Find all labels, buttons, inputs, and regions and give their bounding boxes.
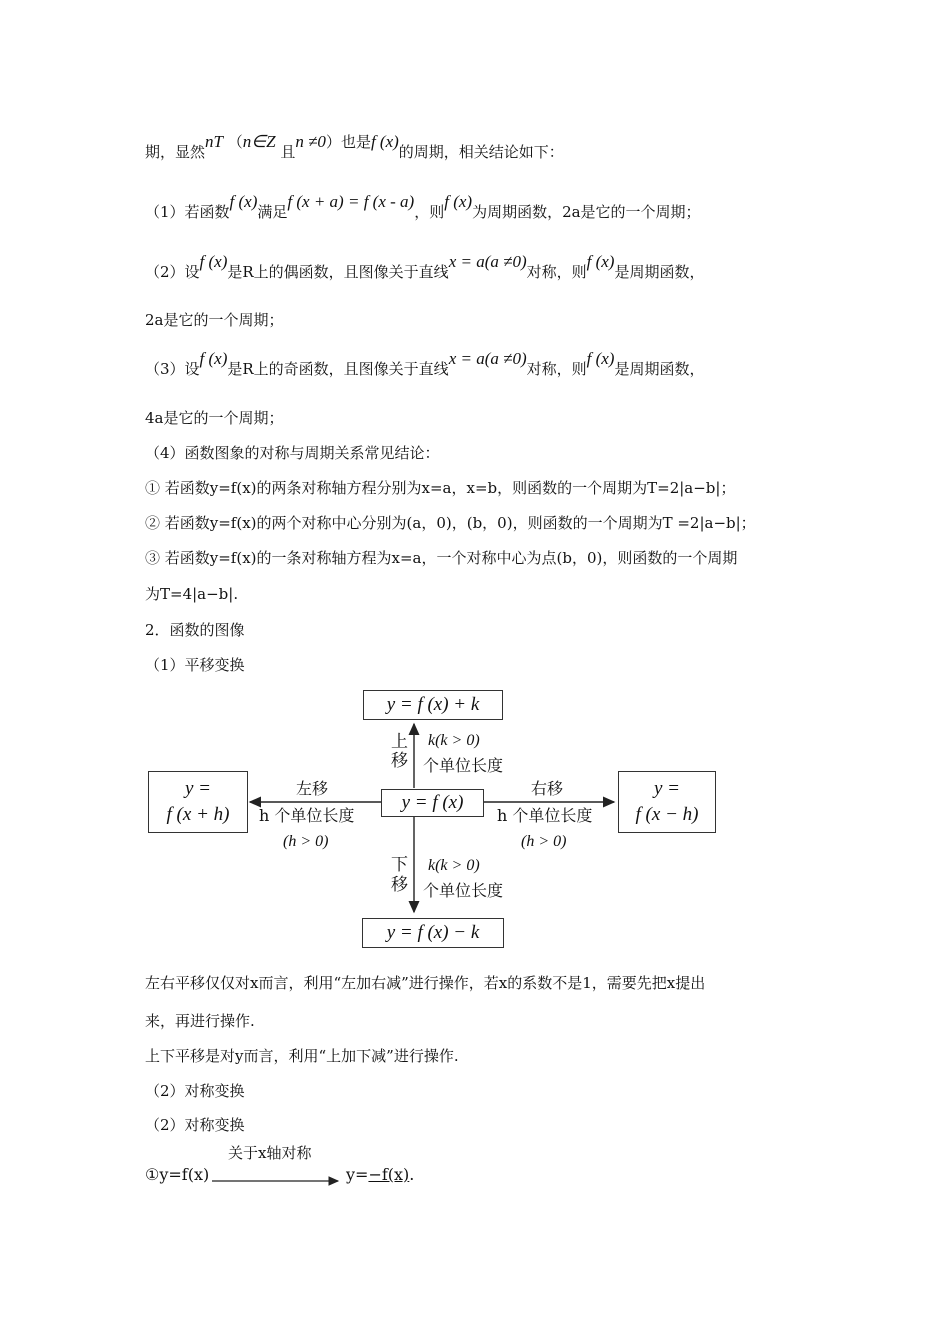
paragraph-horizontal-shift: 左右平移仅仅对x而言，利用“左加右减”进行操作，若x的系数不是1，需要先把x提出 [145,974,706,992]
label-up-unit: 个单位长度 [423,756,504,775]
label-down-cond: k(k > 0) [428,857,480,874]
math: f (x) [586,349,615,368]
symmetry-label: 关于x轴对称 [228,1144,312,1162]
text: . [409,1165,415,1184]
math: n∈Z [242,132,276,151]
math: nT [205,132,223,151]
label-down-a: 下 [391,855,408,875]
section-2-heading: 2．函数的图像 [145,621,245,639]
label-up-cond: k(k > 0) [428,732,480,749]
label-down-b: 移 [391,875,408,895]
formula-line: f (x + h) [166,804,230,825]
text: （3）设 [145,360,200,378]
paragraph-horizontal-shift-cont: 来，再进行操作. [145,1012,255,1030]
text: ，则 [414,203,445,221]
math: n ≠0 [295,132,326,151]
text: （1）若函数 [145,203,230,221]
math: f (x + a) = f (x - a) [287,192,415,211]
subsection-translation: （1）平移变换 [145,656,245,674]
label-left-unit: h 个单位长度 [259,806,355,825]
text: 满足 [257,203,288,221]
math: f (x) [199,252,228,271]
box-right [618,771,716,833]
rule-2: ② 若函数y=f(x)的两个对称中心分别为(a，0)，(b，0)，则函数的一个周期为T =2|a−b|； [145,514,756,532]
math: f (x) [370,132,399,151]
conclusion-2-cont: 2a是它的一个周期； [145,311,284,329]
text: 的周期，相关结论如下： [398,143,564,161]
text: y= [346,1165,369,1184]
subsection-symmetry-1: （2）对称变换 [145,1082,245,1100]
formula: y = f (x) + k [386,694,480,716]
label-right-cond: (h > 0) [521,833,567,850]
rule-3-cont: 为T=4|a−b|. [145,585,239,603]
text: 是R上的偶函数，且图像关于直线 [227,263,449,281]
math: f (x) [229,192,258,211]
rule-3: ③ 若函数y=f(x)的一条对称轴方程为x=a，一个对称中心为点(b，0)，则函数的一个周期 [145,549,738,567]
box-bottom [362,918,504,948]
text: 是周期函数， [614,360,705,378]
box-left [148,771,248,833]
text: 对称，则 [526,263,587,281]
math: x = a(a ≠0) [448,349,527,368]
text: 为周期函数，2a是它的一个周期； [472,203,701,221]
text: （2）设 [145,263,200,281]
formula-line: y = [653,778,680,800]
label-left-move: 左移 [296,779,329,798]
box-top [363,690,503,720]
text: 是R上的奇函数，且图像关于直线 [227,360,449,378]
label-up-b: 移 [391,751,408,771]
text: 是周期函数， [614,263,705,281]
text: ）也是 [325,133,371,151]
symmetry-start: ①y=f(x) [145,1165,210,1184]
text: 且 [280,143,296,161]
formula: y = f (x) [401,792,464,814]
conclusion-3-cont: 4a是它的一个周期； [145,409,284,427]
paragraph-vertical-shift: 上下平移是对y而言，利用“上加下减”进行操作. [145,1047,459,1065]
symmetry-end [346,1167,414,1183]
label-left-cond: (h > 0) [283,833,329,850]
formula-line: f (x − h) [635,804,699,825]
label-up-a: 上 [391,732,408,752]
formula-line: y = [184,778,211,800]
text: 对称，则 [526,360,587,378]
math: f (x) [586,252,615,271]
label-down-unit: 个单位长度 [423,881,504,900]
rule-1: ① 若函数y=f(x)的两条对称轴方程分别为x=a，x=b，则函数的一个周期为T=2|a−b|； [145,479,736,497]
box-center [381,789,484,817]
symmetry-result: −f(x) [368,1165,410,1184]
text: 期，显然 [145,143,206,161]
math: f (x) [444,192,473,211]
label-right-move: 右移 [531,779,564,798]
conclusion-4-title: （4）函数图象的对称与周期关系常见结论： [145,444,440,462]
subsection-symmetry-2: （2）对称变换 [145,1116,245,1134]
formula: y = f (x) − k [386,922,480,944]
text: （ [227,133,243,151]
math: f (x) [199,349,228,368]
math: x = a(a ≠0) [448,252,527,271]
label-right-unit: h 个单位长度 [497,806,593,825]
